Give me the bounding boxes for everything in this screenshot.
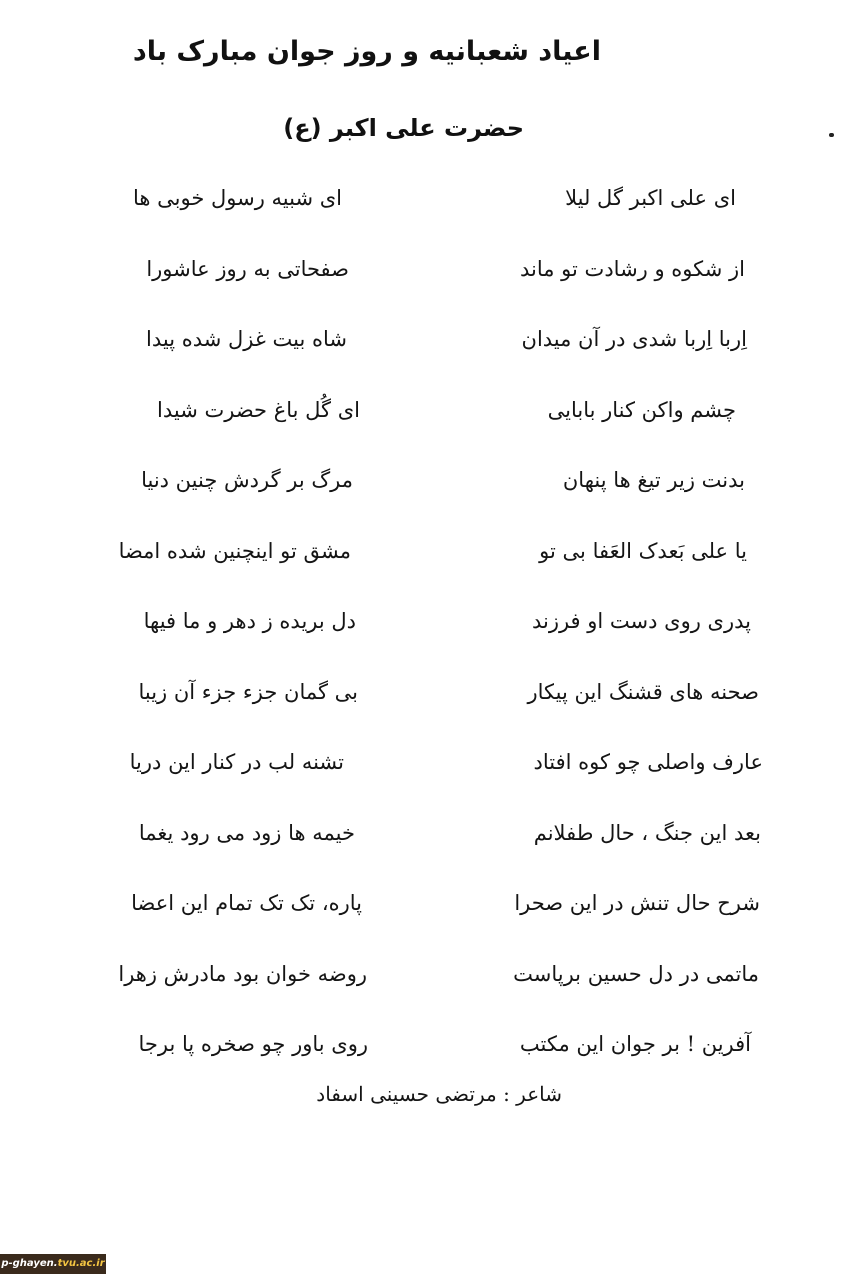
watermark-domain: tvu.ac.ir bbox=[57, 1258, 105, 1269]
verse-left-hemistich: تشنه لب در کنار این دریا bbox=[129, 750, 344, 774]
page-title: اعیاد شعبانیه و روز جوان مبارک باد bbox=[132, 36, 601, 67]
verse-left-hemistich: دل بریده ز دهر و ما فیها bbox=[143, 609, 356, 633]
verse-right-hemistich: عارف واصلی چو کوه افتاد bbox=[533, 750, 763, 774]
verse-left-hemistich: بی گمان جزء جزء آن زیبا bbox=[138, 680, 358, 704]
poet-credit: شاعر : مرتضی حسینی اسفاد bbox=[316, 1082, 562, 1106]
verse-left-hemistich: ای شبیه رسول خوبی ها bbox=[133, 186, 342, 210]
verse-right-hemistich: صحنه های قشنگ این پیکار bbox=[527, 680, 759, 704]
poem-subtitle: حضرت علی اکبر (ع) bbox=[283, 114, 524, 142]
verse-right-hemistich: بدنت زیر تیغ ها پنهان bbox=[562, 468, 745, 492]
scan-speck bbox=[829, 133, 834, 137]
verse-left-hemistich: روی باور چو صخره پا برجا bbox=[138, 1032, 368, 1056]
verse-left-hemistich: روضه خوان بود مادرش زهرا bbox=[118, 962, 367, 986]
verse-left-hemistich: ای گُل باغ حضرت شیدا bbox=[157, 398, 360, 422]
verse-left-hemistich: صفحاتی به روز عاشورا bbox=[146, 257, 349, 281]
verse-right-hemistich: ماتمی در دل حسین برپاست bbox=[513, 962, 759, 986]
verse-right-hemistich: از شکوه و رشادت تو ماند bbox=[519, 257, 745, 281]
verse-left-hemistich: پاره، تک تک تمام این اعضا bbox=[131, 891, 362, 915]
verse-right-hemistich: یا علی بَعدک العَفا بی تو bbox=[539, 539, 747, 563]
verse-right-hemistich: پدری روی دست او فرزند bbox=[531, 609, 751, 633]
watermark-prefix: p-ghayen. bbox=[1, 1258, 58, 1269]
verse-right-hemistich: چشم واکن کنار بابایی bbox=[547, 398, 736, 422]
verse-left-hemistich: مرگ بر گردش چنین دنیا bbox=[141, 468, 353, 492]
verse-left-hemistich: مشق تو اینچنین شده امضا bbox=[118, 539, 351, 563]
verse-right-hemistich: شرح حال تنش در این صحرا bbox=[514, 891, 760, 915]
verse-right-hemistich: ای علی اکبر گل لیلا bbox=[565, 186, 736, 210]
verse-right-hemistich: اِربا اِربا شدی در آن میدان bbox=[521, 327, 747, 351]
verse-right-hemistich: آفرین ! بر جوان این مکتب bbox=[519, 1032, 751, 1056]
verse-left-hemistich: خیمه ها زود می رود یغما bbox=[138, 821, 355, 845]
verse-right-hemistich: بعد این جنگ ، حال طفلانم bbox=[533, 821, 761, 845]
verse-left-hemistich: شاه بیت غزل شده پیدا bbox=[146, 327, 347, 351]
site-watermark bbox=[0, 1254, 106, 1274]
